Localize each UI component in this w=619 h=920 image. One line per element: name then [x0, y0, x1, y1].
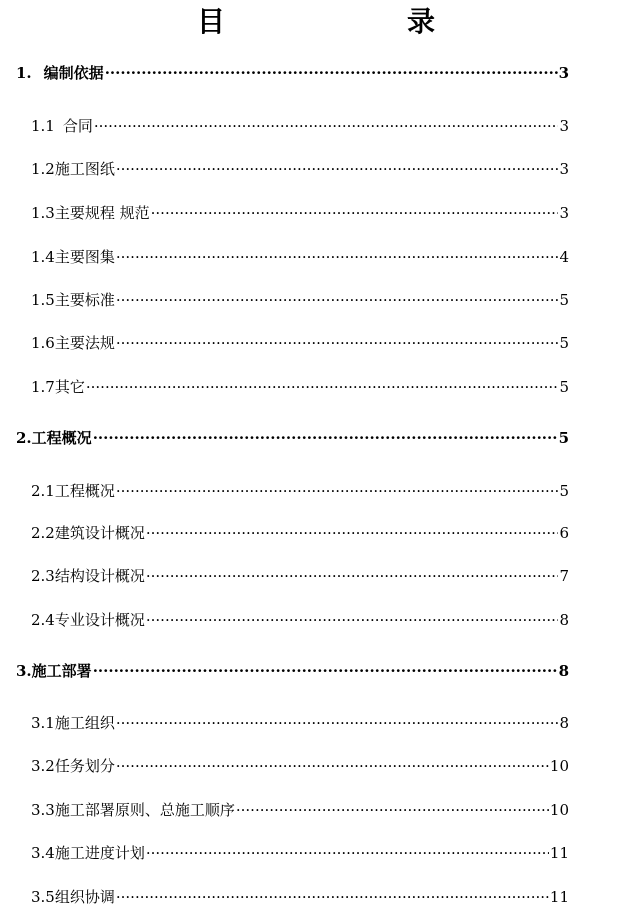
toc-entry-number: 2.2	[31, 524, 55, 542]
toc-entry-page: 11	[549, 844, 569, 862]
toc-leader-dots	[94, 116, 559, 131]
toc-entry-title: 任务划分	[54, 757, 115, 775]
toc-entry[interactable]	[16, 660, 569, 681]
toc-entry-title: 主要标准	[54, 291, 115, 309]
toc-entry[interactable]	[31, 246, 569, 267]
toc-entry-number: 3.	[16, 662, 32, 680]
toc-leader-dots	[116, 713, 559, 728]
toc-entry-number: 2.4	[31, 611, 55, 629]
toc-leader-dots	[151, 203, 559, 218]
toc-entry-number: 1.5	[31, 291, 55, 309]
toc-entry-number: 3.2	[31, 757, 55, 775]
toc-entry-title: 其它	[54, 378, 85, 396]
toc-entry-page: 8	[559, 611, 569, 629]
toc-entry-number: 2.1	[31, 482, 55, 500]
toc-entry[interactable]	[16, 62, 569, 83]
toc-entry-title: 施工部署原则、总施工顺序	[54, 801, 235, 819]
toc-entry-page: 6	[559, 524, 569, 542]
toc-entry-page: 5	[559, 291, 569, 309]
toc-entry-number: 2.3	[31, 567, 55, 585]
toc-entry-title: 工程概况	[31, 429, 92, 447]
toc-entry-page: 7	[559, 567, 569, 585]
toc-entry-title: 施工组织	[54, 714, 115, 732]
toc-entry-number: 1.1	[31, 117, 55, 135]
toc-entry-page: 8	[558, 662, 569, 680]
toc-entry[interactable]	[31, 712, 569, 733]
toc-entry-page: 5	[559, 334, 569, 352]
toc-entry-number: 1.2	[31, 160, 55, 178]
toc-entry-title: 专业设计概况	[54, 611, 145, 629]
toc-leader-dots	[236, 800, 549, 815]
toc-entry-number: 3.1	[31, 714, 55, 732]
toc-entry-page: 5	[558, 429, 569, 447]
toc-entry-page: 11	[549, 888, 569, 906]
toc-entry[interactable]	[31, 158, 569, 179]
toc-entry-page: 4	[559, 248, 569, 266]
toc-entry[interactable]	[31, 886, 569, 907]
toc-entry-title: 工程概况	[54, 482, 115, 500]
toc-leader-dots	[86, 377, 559, 392]
toc-entry-number: 2.	[16, 429, 32, 447]
toc-entry[interactable]	[31, 202, 569, 223]
toc-entry-title: 主要规程 规范	[54, 204, 150, 222]
toc-entry-page: 3	[559, 117, 569, 135]
toc-entry-page: 8	[559, 714, 569, 732]
toc-entry-title: 合同	[62, 117, 93, 135]
toc-entry[interactable]	[16, 427, 569, 448]
toc-leader-dots	[146, 843, 549, 858]
toc-entry[interactable]	[31, 289, 569, 310]
toc-leader-dots	[146, 523, 559, 538]
toc-entry-number: 3.5	[31, 888, 55, 906]
toc-entry-title: 施工部署	[31, 662, 92, 680]
toc-entry[interactable]	[31, 799, 569, 820]
toc-leader-dots	[93, 661, 558, 676]
toc-leader-dots	[116, 159, 559, 174]
toc-entry[interactable]	[31, 376, 569, 397]
toc-entry-number: 1.7	[31, 378, 55, 396]
toc-entry[interactable]	[31, 609, 569, 630]
toc-leader-dots	[116, 756, 549, 771]
toc-entry-page: 3	[559, 204, 569, 222]
toc-entry[interactable]	[31, 755, 569, 776]
toc-leader-dots	[116, 481, 559, 496]
toc-entry-title: 建筑设计概况	[54, 524, 145, 542]
toc-entry-number: 3.3	[31, 801, 55, 819]
toc-entry-title: 组织协调	[54, 888, 115, 906]
toc-leader-dots	[146, 566, 559, 581]
toc-entry-title: 主要法规	[54, 334, 115, 352]
toc-entry[interactable]	[31, 565, 569, 586]
toc-leader-dots	[116, 887, 549, 902]
page-title: 目 录	[196, 5, 477, 38]
toc-entry-number: 1.	[16, 64, 32, 82]
toc-entry-number: 1.6	[31, 334, 55, 352]
toc-entry-title: 施工图纸	[54, 160, 115, 178]
toc-entry[interactable]	[31, 522, 569, 543]
toc-entry-number: 1.3	[31, 204, 55, 222]
toc-leader-dots	[146, 610, 559, 625]
toc-entry-page: 10	[549, 757, 569, 775]
toc-entry-title: 编制依据	[43, 64, 104, 82]
toc-entry-title: 施工进度计划	[54, 844, 145, 862]
toc-entry-title: 结构设计概况	[54, 567, 145, 585]
toc-entry-title: 主要图集	[54, 248, 115, 266]
toc-leader-dots	[116, 290, 559, 305]
toc-entry-page: 5	[559, 378, 569, 396]
toc-entry[interactable]	[31, 332, 569, 353]
toc-leader-dots	[116, 333, 559, 348]
toc-entry-number: 3.4	[31, 844, 55, 862]
toc-leader-dots	[93, 428, 558, 443]
toc-entry-page: 3	[559, 160, 569, 178]
toc-entry[interactable]	[31, 115, 569, 136]
toc-entry-page: 10	[549, 801, 569, 819]
toc-entry[interactable]	[31, 480, 569, 501]
toc-entry-page: 3	[558, 64, 569, 82]
toc-leader-dots	[105, 63, 558, 78]
toc-entry[interactable]	[31, 842, 569, 863]
toc-entry-number: 1.4	[31, 248, 55, 266]
toc-leader-dots	[116, 247, 559, 262]
toc-entry-page: 5	[559, 482, 569, 500]
